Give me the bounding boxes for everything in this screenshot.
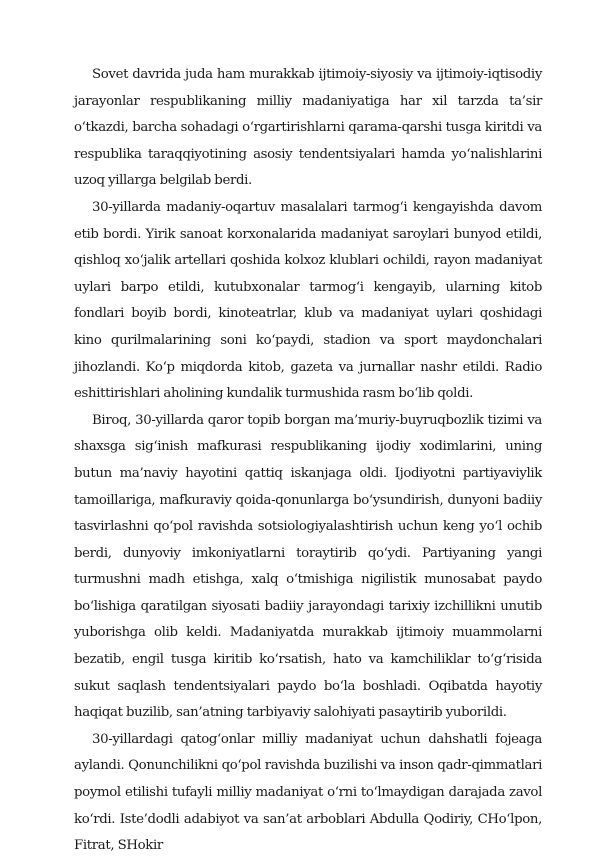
document-page xyxy=(74,62,542,860)
paragraph-administrative-system: Biroq, 30-yillarda qaror topib borgan ma’muriy-buyruqbozlik tizimi va shaxsga sig‘inish mafkurasi respublikaning ijodiy xodimlarini, uning butun ma’naviy hayotini qattiq iskanjaga oldi. Ijodiyotni partiyaviylik tamoillariga, mafkuraviy qoida-qonunlarga bo‘ysundirish, dunyoni badiiy tasvirlashni qo‘pol ravishda sotsiologiyalashtirish uchun keng yo‘l ochib berdi, dunyoviy imkoniyatlarni toraytirib qo‘ydi. Partiyaning yangi turmushni madh etishga, xalq o‘tmishiga nigilistik munosabat paydo bo‘lishiga qaratilgan siyosati badiiy jarayondagi tarixiy izchillikni unutib yuborishga olib keldi. Madaniyatda murakkab ijtimoiy muammolarni bezatib, engil tusga kiritib ko‘rsatish, hato va kamchiliklar to‘g‘risida sukut saqlash tendentsiyalari paydo bo‘la boshladi. Oqibatda hayotiy haqiqat buzilib, san’atning tarbiyaviy salohiyati pasaytirib yuborildi. xyxy=(74,412,542,721)
paragraph-cultural-network: 30-yillarda madaniy-oqartuv masalalari tarmog‘i kengayishda davom etib bordi. Yirik sanoat korxonalarida madaniyat saroylari bunyod etildi, qishloq xo‘jalik artellari qoshida kolxoz klublari ochildi, rayon madaniyat uylari barpo etildi, kutubxonalar tarmog‘i kengayib, ularning kitob fondlari boyib bordi, kinoteatrlar, klub va madaniyat uylari qoshidagi kino qurilmalarining soni ko‘paydi, stadion va sport maydonchalari jihozlandi. Ko‘p miqdorda kitob, gazeta va jurnallar nashr etildi. Radio eshittirishlari aholining kundalik turmushida rasm bo‘lib qoldi. xyxy=(74,199,542,402)
paragraph-repressions: 30-yillardagi qatog‘onlar milliy madaniyat uchun dahshatli fojeaga aylandi. Qonunchilikni qo‘pol ravishda buzilishi va inson qadr-qimmatlari poymol etilishi tufayli milliy madaniyat o‘rni to‘lmaydigan darajada zavol ko‘rdi. Iste’dodli adabiyot va san’at arboblari Abdulla Qodiriy, CHo‘lpon, Fitrat, SHokir xyxy=(74,731,542,854)
paragraph-soviet-period: Sovet davrida juda ham murakkab ijtimoiy-siyosiy va ijtimoiy-iqtisodiy jarayonlar respublikaning milliy madaniyatiga har xil tarzda ta’sir o‘tkazdi, barcha sohadagi o‘rgartirishlarni qarama-qarshi tusga kiritdi va respublika taraqqiyotining asosiy tendentsiyalari hamda yo‘nalishlarini uzoq yillarga belgilab berdi. xyxy=(74,67,542,189)
